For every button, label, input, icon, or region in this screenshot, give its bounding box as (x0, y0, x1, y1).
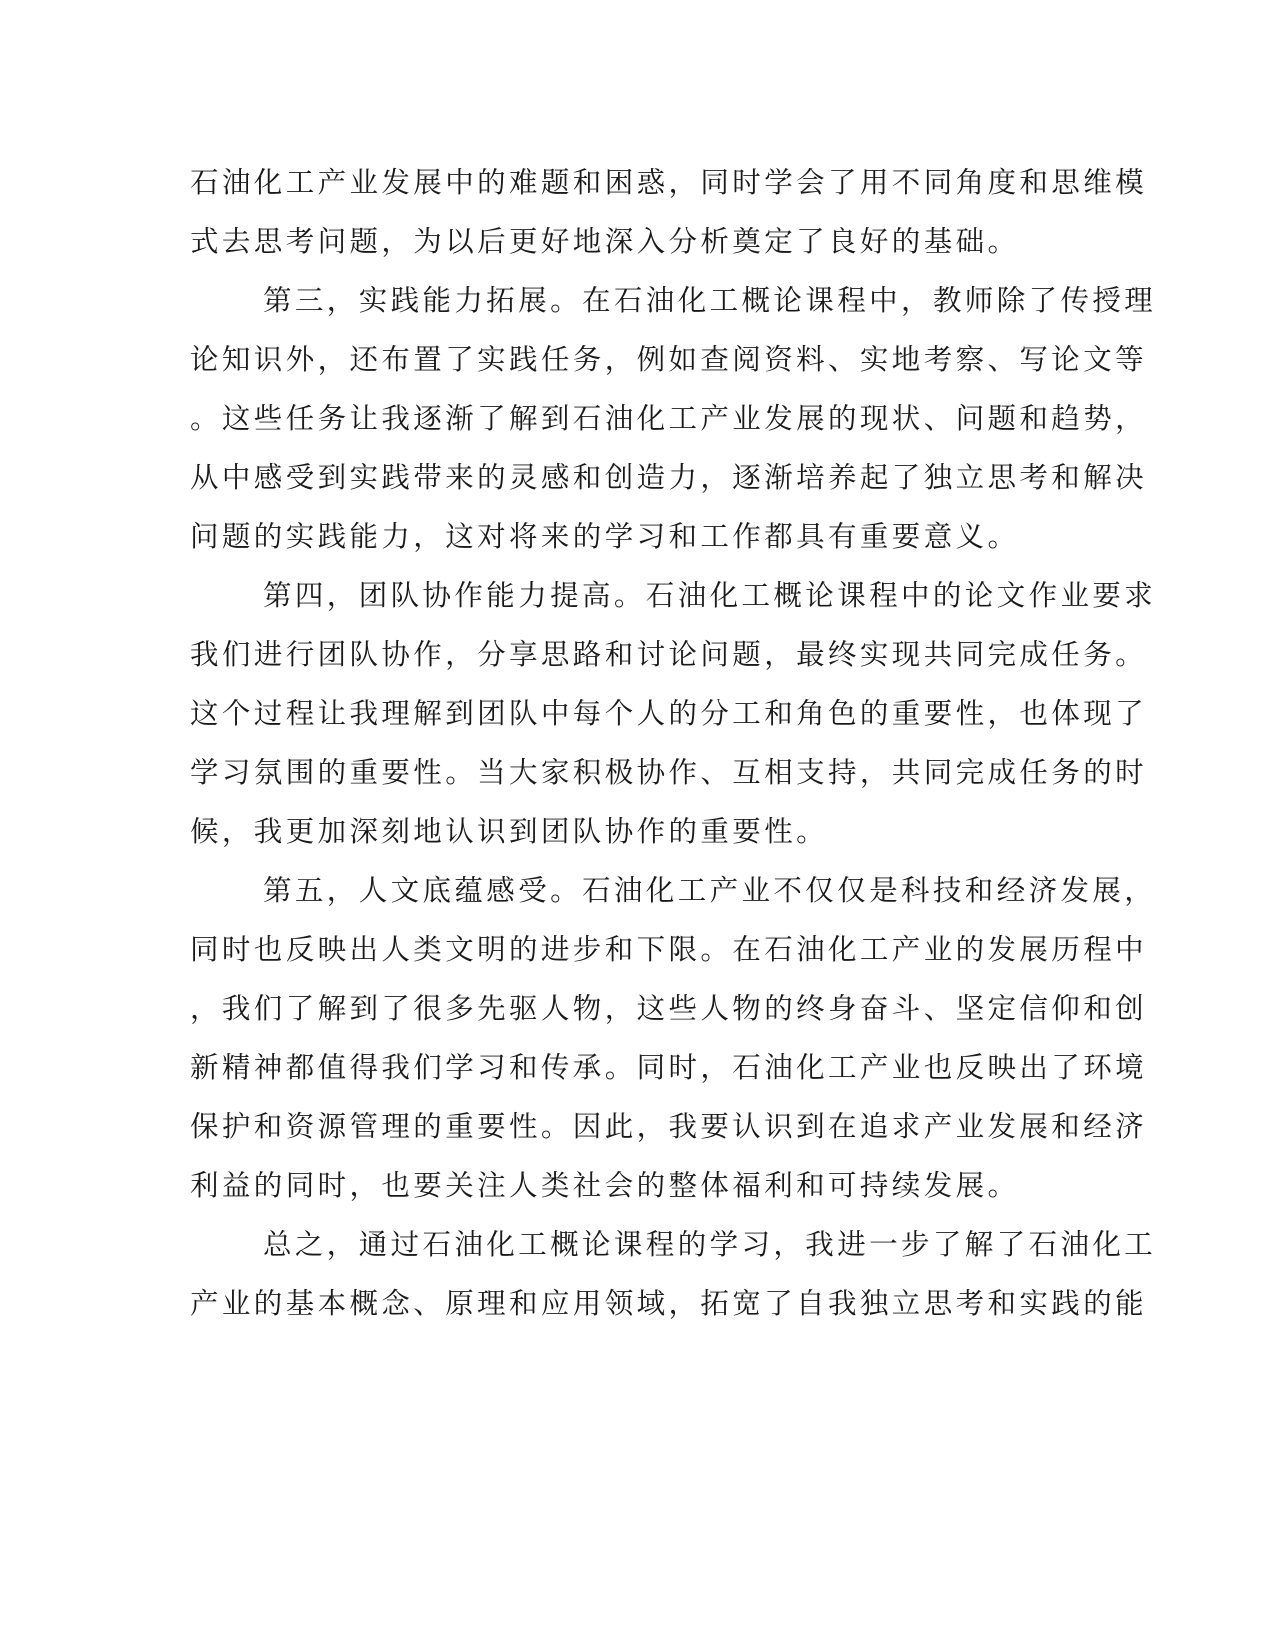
text-line: 产业的基本概念、原理和应用领域，拓宽了自我独立思考和实践的能 (190, 1287, 1148, 1320)
text-line: 我们进行团队协作，分享思路和讨论问题，最终实现共同完成任务。 (190, 638, 1148, 671)
text-line: 问题的实践能力，这对将来的学习和工作都具有重要意义。 (190, 520, 1020, 553)
text-line: 新精神都值得我们学习和传承。同时，石油化工产业也反映出了环境 (190, 1051, 1148, 1084)
text-line: 同时也反映出人类文明的进步和下限。在石油化工产业的发展历程中 (190, 933, 1148, 966)
paragraph-start-line: 第五，人文底蕴感受。石油化工产业不仅仅是科技和经济发展， (263, 874, 1157, 907)
text-line: 石油化工产业发展中的难题和困惑，同时学会了用不同角度和思维模 (190, 166, 1148, 199)
text-line: 学习氛围的重要性。当大家积极协作、互相支持，共同完成任务的时 (190, 756, 1148, 789)
paragraph-start-line: 第四，团队协作能力提高。石油化工概论课程中的论文作业要求 (263, 579, 1157, 612)
text-line: 利益的同时，也要关注人类社会的整体福利和可持续发展。 (190, 1169, 1020, 1202)
text-line: 论知识外，还布置了实践任务，例如查阅资料、实地考察、写论文等 (190, 343, 1148, 376)
text-line: 式去思考问题，为以后更好地深入分析奠定了良好的基础。 (190, 225, 1020, 258)
paragraph-start-line: 总之，通过石油化工概论课程的学习，我进一步了解了石油化工 (263, 1228, 1157, 1261)
text-line: 。这些任务让我逐渐了解到石油化工产业发展的现状、问题和趋势， (190, 402, 1148, 435)
text-line: 候，我更加深刻地认识到团队协作的重要性。 (190, 815, 829, 848)
paragraph-start-line: 第三，实践能力拓展。在石油化工概论课程中，教师除了传授理 (263, 284, 1157, 317)
text-line: 从中感受到实践带来的灵感和创造力，逐渐培养起了独立思考和解决 (190, 461, 1148, 494)
text-line: 这个过程让我理解到团队中每个人的分工和角色的重要性，也体现了 (190, 697, 1148, 730)
text-line: ，我们了解到了很多先驱人物，这些人物的终身奋斗、坚定信仰和创 (190, 992, 1148, 1025)
text-line: 保护和资源管理的重要性。因此，我要认识到在追求产业发展和经济 (190, 1110, 1148, 1143)
